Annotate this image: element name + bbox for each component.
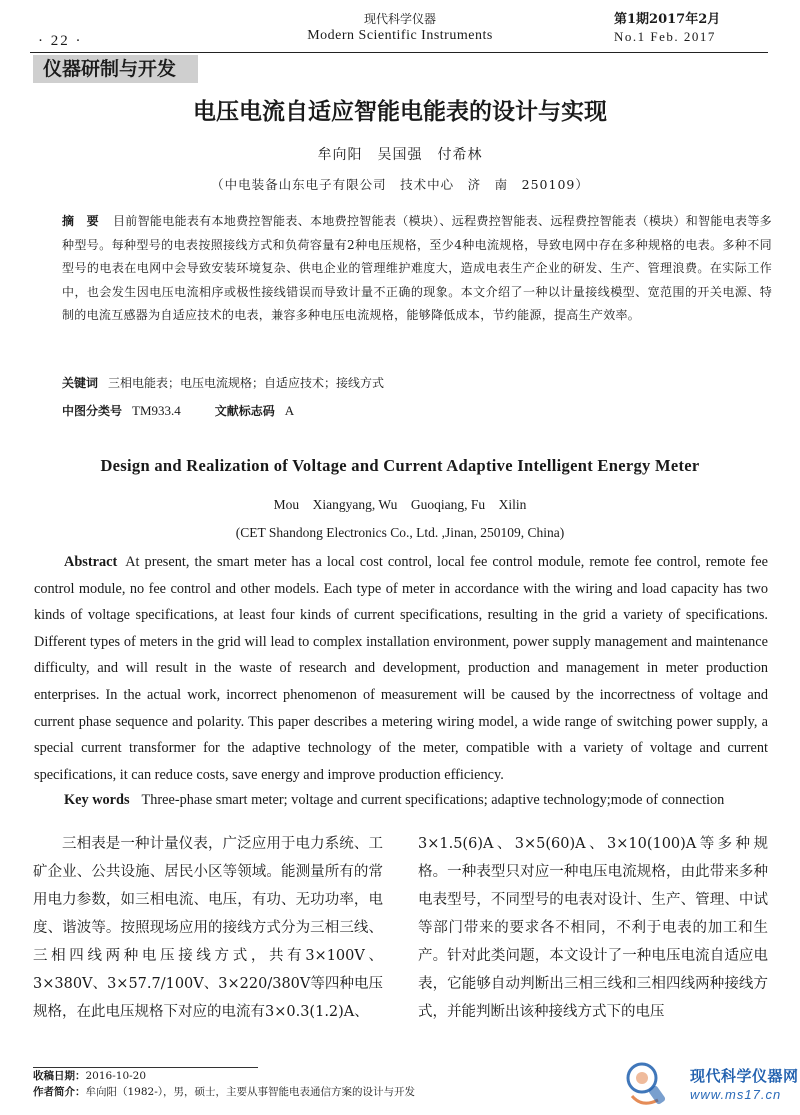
english-title: Design and Realization of Voltage and Current Adaptive Intelligent Energy Meter [100, 456, 700, 475]
received-date: 2016-10-20 [85, 1070, 147, 1082]
journal-header [260, 11, 540, 45]
footnote-received [33, 1068, 146, 1084]
authors: 牟向阳 吴国强 付希林 [317, 147, 483, 163]
body-right-column: 3×1.5(6)A、3×5(60)A、3×10(100)A等多种规格。一种表型只对应一种电压电流规格，由此带来多种电表型号，不同型号的电表对设计、生产、管理、中试等部门带来的要求各不相同，不利于电表的加工和生产。针对此类问题，本文设计了一种电压电流自适应电表，它能够自动判断出三相三线和三相四线两种接线方式，并能判断出该种接线方式下的电压 [418, 836, 768, 1020]
affiliation: （中电装备山东电子有限公司 技术中心 济 南 250109） [211, 177, 589, 192]
journal-name-en: Modern Scientific Instruments [307, 28, 493, 43]
footnote-author [33, 1084, 415, 1100]
abstract-en [34, 549, 768, 788]
keywords-en-label: Key words [64, 792, 130, 808]
abstract-cn-label: 摘 要 [62, 214, 99, 228]
paper-title: 电压电流自适应智能电能表的设计与实现 [193, 99, 607, 125]
page-number: · 22 · [38, 33, 83, 49]
issue-en: No.1 Feb. 2017 [614, 29, 716, 44]
watermark-url: www.ms17.cn [690, 1087, 782, 1102]
body-left-column: 三相表是一种计量仪表，广泛应用于电力系统、工矿企业、公共设施、居民小区等领域。能测量所有的常用电力参数，如三相电流、电压，有功、无功功率，电度、谐波等。按照现场应用的接线方式分为三相三线、三相四线两种电压接线方式，共有3×100V、3×380V、3×57.7/100V、3×220/380V等四种电压规格，在此电压规格下对应的电流有3×0.3(1.2)A、 [33, 836, 383, 1020]
english-authors: Mou Xiangyang, Wu Guoqiang, Fu Xilin [273, 497, 527, 512]
english-affiliation: (CET Shandong Electronics Co., Ltd. ,Jinan, 250109, China) [235, 525, 565, 540]
classification-value: TM933.4 [132, 403, 181, 418]
document-code-value: A [284, 403, 295, 418]
journal-name-cn: 现代科学仪器 [363, 12, 436, 26]
abstract-en-label: Abstract [64, 554, 118, 570]
issue-cn: 第1期2017年2月 [614, 12, 721, 27]
section-tag: 仪器研制与开发 [33, 55, 198, 83]
classification-label: 中图分类号 [62, 404, 123, 418]
author-bio: 牟向阳（1982-），男，硕士，主要从事智能电表通信方案的设计与开发 [85, 1086, 416, 1098]
classification [62, 400, 294, 422]
author-bio-label: 作者简介： [33, 1086, 86, 1098]
keywords-en [34, 788, 768, 812]
abstract-cn-text: 目前智能电能表有本地费控智能表、本地费控智能表（模块）、远程费控智能表、远程费控智能表（模块）和智能电表等多种型号。每种型号的电表按照接线方式和负荷容量有2种电压规格，至少4种电流规格，导致电网中存在多种规格的电表。多种不同型号的电表在电网中会导致安装环境复杂、供电企业的管理维护难度大，造成电表生产企业的研发、生产、管理浪费。在实际工作中，也会发生因电压电流相序或极性接线错误而导致计量不正确的现象。本文介绍了一种以计量接线模型、宽范围的开关电源、特制的电流互感器为自适应技术的电表，兼容多种电压电流规格，能够降低成本，节约能源，提高生产效率。 [62, 214, 772, 322]
keywords-cn [62, 372, 772, 394]
abstract-cn [62, 210, 772, 328]
keywords-en-text: Three-phase smart meter; voltage and current specifications; adaptive technology;mode of connection [141, 792, 725, 808]
issue-info [614, 11, 764, 46]
received-label: 收稿日期： [33, 1070, 86, 1082]
header-rule [30, 52, 768, 53]
watermark-name: 现代科学仪器网 [690, 1067, 799, 1085]
keywords-cn-text: 三相电能表；电压电流规格；自适应技术；接线方式 [108, 376, 385, 390]
abstract-en-text: At present, the smart meter has a local cost control, local fee control module, remote fee control, remote fee control module, no fee control and other models. Each type of meter in accordance with the wiring and load capacity has two kinds of voltage specifications, at least four kinds of current specifications, resulting in the grid a variety of specifications. Different types of meters in the grid will lead to complex installation environment, power supply management and maintenance difficulty, and will result in the waste of research and development, production and management in meter production enterprises. In the actual work, incorrect phenomenon of measurement will be caused by the incorrectness of voltage and current phase sequence and polarity. This paper describes a metering wiring model, a wide range of switching power supply, a special current transformer for the adaptive technology of the meter, compatible with a variety of voltage and current specifications, it can reduce costs, save energy and improve production efficiency. [34, 554, 768, 783]
document-code-label: 文献标志码 [214, 404, 275, 418]
keywords-cn-label: 关键词 [62, 376, 99, 390]
